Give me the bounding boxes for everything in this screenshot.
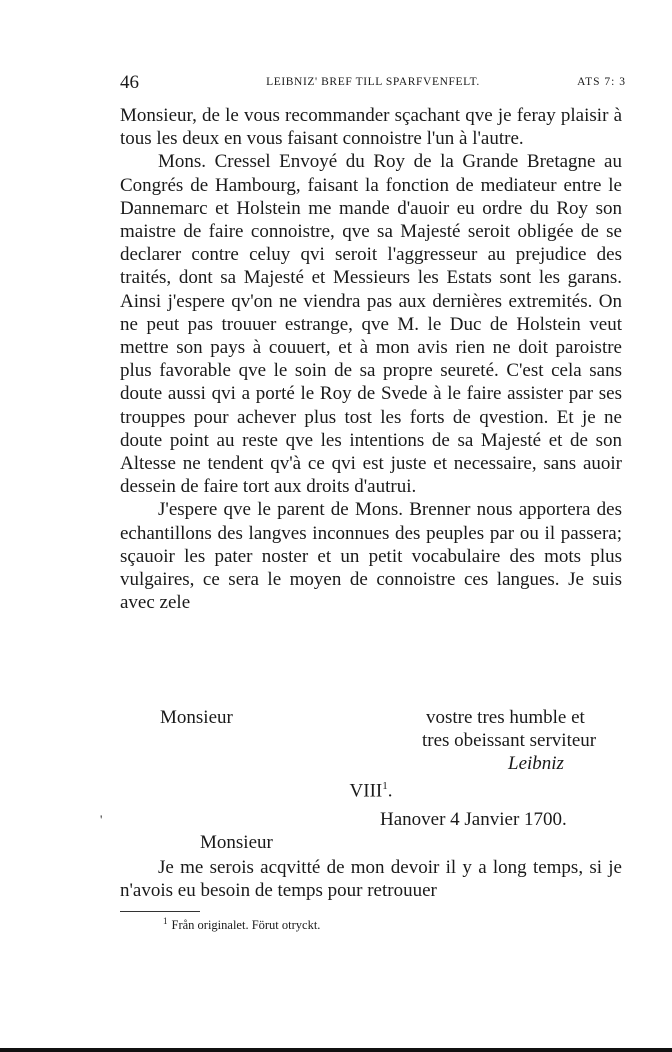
- letter-date: Hanover 4 Janvier 1700.: [380, 809, 567, 830]
- signature: Leibniz: [508, 753, 564, 774]
- closing-line-1: vostre tres humble et: [426, 707, 585, 728]
- stray-mark: ': [100, 812, 103, 827]
- paragraph-cressel: Mons. Cressel Envoyé du Roy de la Grande Bretagne au Congrés de Hambourg, faisant la fonction de mediateur entre le Dannemarc et Holstein me mande d'auoir eu ordre du Roy son maistre de faire connoistre, qve sa Majesté seroit obligée de se declarer contre celuy qvi seroit l'aggresseur au prejudice des traités, dont sa Majesté et Messieurs les Estats sont les garans. Ainsi j'espere qv'on ne viendra pas aux dernières extremités. On ne peut pas trouuer estrange, qve M. le Duc de Holstein veut mettre son pays à couuert, et à mon avis rien ne doit paroistre plus favorable qve le soin de sa propre seureté. C'est cela sans doute aussi qvi a porté le Roy de Svede à le faire assister par ses trouppes pour achever plus tost les forts de qvestion. Et je ne doute point au reste qve les intentions de sa Majesté et de son Altesse ne tendent qv'à ce qvi est juste et necessaire, sans auoir dessein de faire tort aux droits d'autrui.: [120, 151, 622, 498]
- series-label: ATS 7: 3: [577, 76, 626, 88]
- section-numeral: VIII: [349, 780, 383, 802]
- closing-salutation: Monsieur: [160, 707, 233, 728]
- footnote-text: Från originalet. Förut otryckt.: [171, 918, 321, 933]
- footnote-divider: [120, 911, 200, 912]
- footnote: [163, 916, 320, 933]
- footnote-reference: 1: [382, 780, 388, 792]
- letter-paragraph: Je me serois acqvitté de mon devoir il y a long temps, si je n'avois eu besoin de temps pour retrouuer: [120, 857, 622, 902]
- closing-line-2: tres obeissant serviteur: [422, 730, 597, 751]
- section-heading: VIII$^1$.: [349, 780, 393, 802]
- letter-body: [120, 856, 622, 902]
- page-header: [120, 72, 626, 94]
- paragraph-continuation: Monsieur, de le vous recommander sçachant qve je feray plaisir à tous les deux en vous faisant connoistre l'un à l'autre.: [120, 105, 622, 150]
- paragraph-brenner: J'espere qve le parent de Mons. Brenner nous apportera des echantillons des langves inconnues des peuples par ou il passera; sçauoir les pater noster et un petit vocabulaire des mots plus vulgaires, ce sera le moyen de connoistre ces langues. Je suis avec zele: [120, 499, 622, 614]
- footnote-marker: 1: [163, 916, 168, 926]
- scan-edge: [0, 1048, 672, 1052]
- page-number: 46: [120, 72, 139, 93]
- running-title: LEIBNIZ' BREF TILL SPARFVENFELT.: [266, 76, 480, 88]
- letter-salutation: Monsieur: [200, 832, 273, 853]
- body-text: [120, 104, 622, 614]
